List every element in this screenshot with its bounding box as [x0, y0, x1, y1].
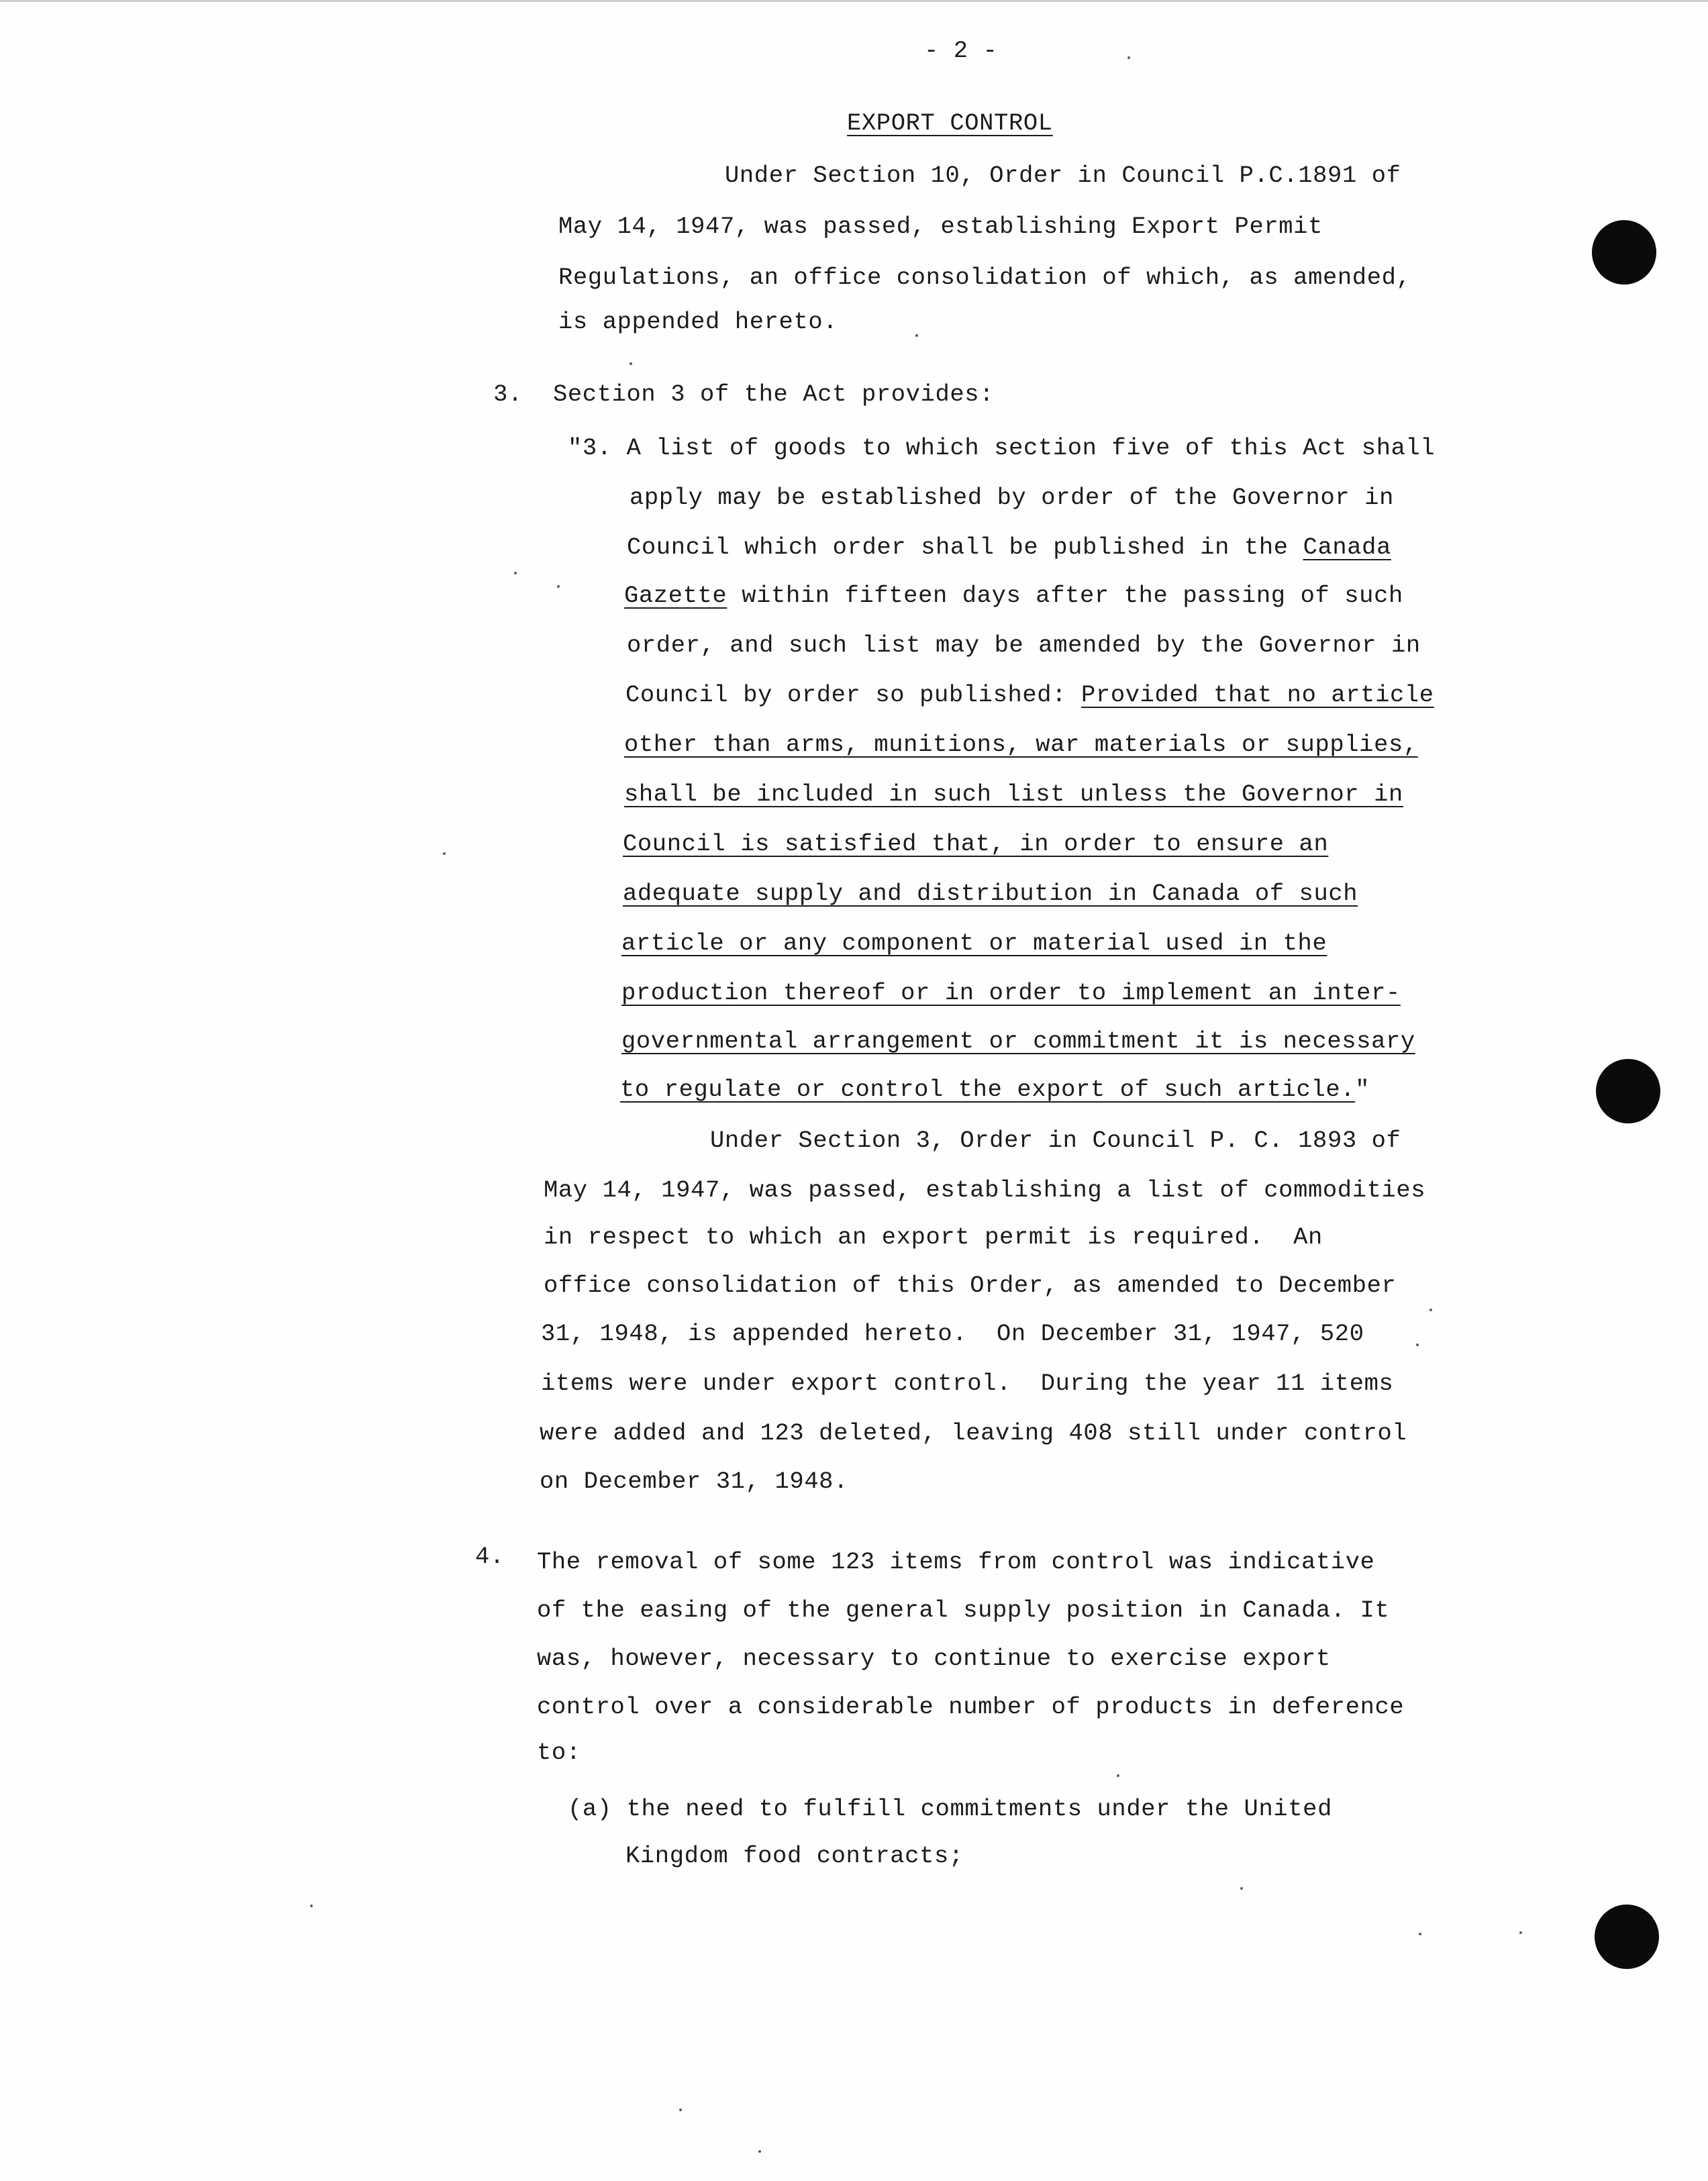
scan-speck — [310, 1905, 313, 1907]
quote-text: Council by order so published: — [625, 681, 1082, 709]
paragraph-line: of the easing of the general supply position in Canada. It — [537, 1596, 1390, 1624]
punch-hole-top — [1592, 220, 1656, 285]
paragraph-line: Regulations, an office consolidation of which, as amended, — [558, 264, 1411, 291]
underlined-proviso: article or any component or material used in the — [621, 929, 1327, 957]
section-number: 3. — [493, 381, 523, 408]
quote-line: apply may be established by order of the Governor in — [630, 484, 1394, 511]
quote-line — [620, 1075, 1370, 1105]
scan-speck — [443, 852, 446, 855]
quote-line — [627, 533, 1391, 562]
scan-speck — [1429, 1309, 1432, 1311]
canada-gazette-title: Gazette — [624, 582, 727, 609]
quote-line — [625, 680, 1434, 710]
scan-speck — [1419, 1933, 1421, 1935]
section-intro: Section 3 of the Act provides: — [553, 381, 995, 408]
paragraph-line: is appended hereto. — [558, 308, 838, 336]
paragraph-line: were added and 123 deleted, leaving 408 still under control — [540, 1419, 1407, 1447]
scan-speck — [915, 334, 918, 337]
underlined-proviso: Provided that no article — [1081, 681, 1434, 709]
scan-speck — [1117, 1774, 1119, 1777]
paragraph-line: items were under export control. During the year 11 items — [541, 1370, 1394, 1397]
paragraph-line: office consolidation of this Order, as amended to December — [544, 1272, 1397, 1299]
paragraph-line: May 14, 1947, was passed, establishing a list of commodities — [544, 1176, 1426, 1204]
scan-speck — [1519, 1931, 1522, 1934]
quote-line: "3. A list of goods to which section five of this Act shall — [568, 434, 1436, 462]
scan-speck — [514, 572, 517, 574]
underlined-proviso: shall be included in such list unless the Governor in — [624, 780, 1403, 808]
canada-gazette-title: Canada — [1303, 534, 1391, 561]
paragraph-line: in respect to which an export permit is required. An — [544, 1223, 1323, 1251]
quote-text: within fifteen days after the passing of such — [727, 582, 1403, 609]
page-number: - 2 - — [924, 37, 998, 64]
paragraph-line: Under Section 10, Order in Council P.C.1891 of — [725, 162, 1401, 189]
paragraph-line: Under Section 3, Order in Council P. C. 1893 of — [710, 1127, 1401, 1154]
scan-speck — [1240, 1887, 1243, 1890]
section-heading: EXPORT CONTROL — [847, 109, 1053, 137]
closing-quote: " — [1355, 1076, 1370, 1103]
underlined-proviso: adequate supply and distribution in Canada of such — [623, 880, 1358, 907]
underlined-proviso: Council is satisfied that, in order to ensure an — [623, 830, 1329, 858]
scan-speck — [630, 362, 632, 365]
paragraph-line: to: — [537, 1739, 581, 1766]
list-item-line: (a) the need to fulfill commitments under the United — [568, 1795, 1332, 1823]
paragraph-line: May 14, 1947, was passed, establishing Export Permit — [558, 213, 1323, 240]
paragraph-line: control over a considerable number of products in deference — [537, 1693, 1405, 1721]
paragraph-line: on December 31, 1948. — [540, 1468, 848, 1495]
scan-speck — [679, 2109, 682, 2111]
scan-speck — [1127, 56, 1130, 59]
scan-speck — [1416, 1343, 1419, 1346]
quote-line — [624, 581, 1403, 611]
underlined-proviso: governmental arrangement or commitment it is necessary — [621, 1027, 1415, 1055]
underlined-proviso: production thereof or in order to implement an inter- — [621, 979, 1401, 1007]
paragraph-line: The removal of some 123 items from control was indicative — [537, 1548, 1375, 1576]
page-top-edge — [0, 0, 1708, 2]
underlined-proviso: other than arms, munitions, war materials or supplies, — [624, 731, 1418, 758]
paragraph-line: 31, 1948, is appended hereto. On December 31, 1947, 520 — [541, 1320, 1364, 1348]
paragraph-line: was, however, necessary to continue to exercise export — [537, 1645, 1331, 1672]
scan-speck — [557, 585, 560, 588]
underlined-proviso: to regulate or control the export of such article. — [620, 1076, 1356, 1103]
scan-speck — [758, 2150, 761, 2153]
quote-line: order, and such list may be amended by the Governor in — [627, 631, 1421, 659]
list-item-line: Kingdom food contracts; — [625, 1842, 964, 1870]
punch-hole-middle — [1596, 1059, 1660, 1123]
quote-text: Council which order shall be published in the — [627, 534, 1289, 561]
punch-hole-bottom — [1595, 1905, 1659, 1969]
section-number: 4. — [475, 1543, 505, 1570]
